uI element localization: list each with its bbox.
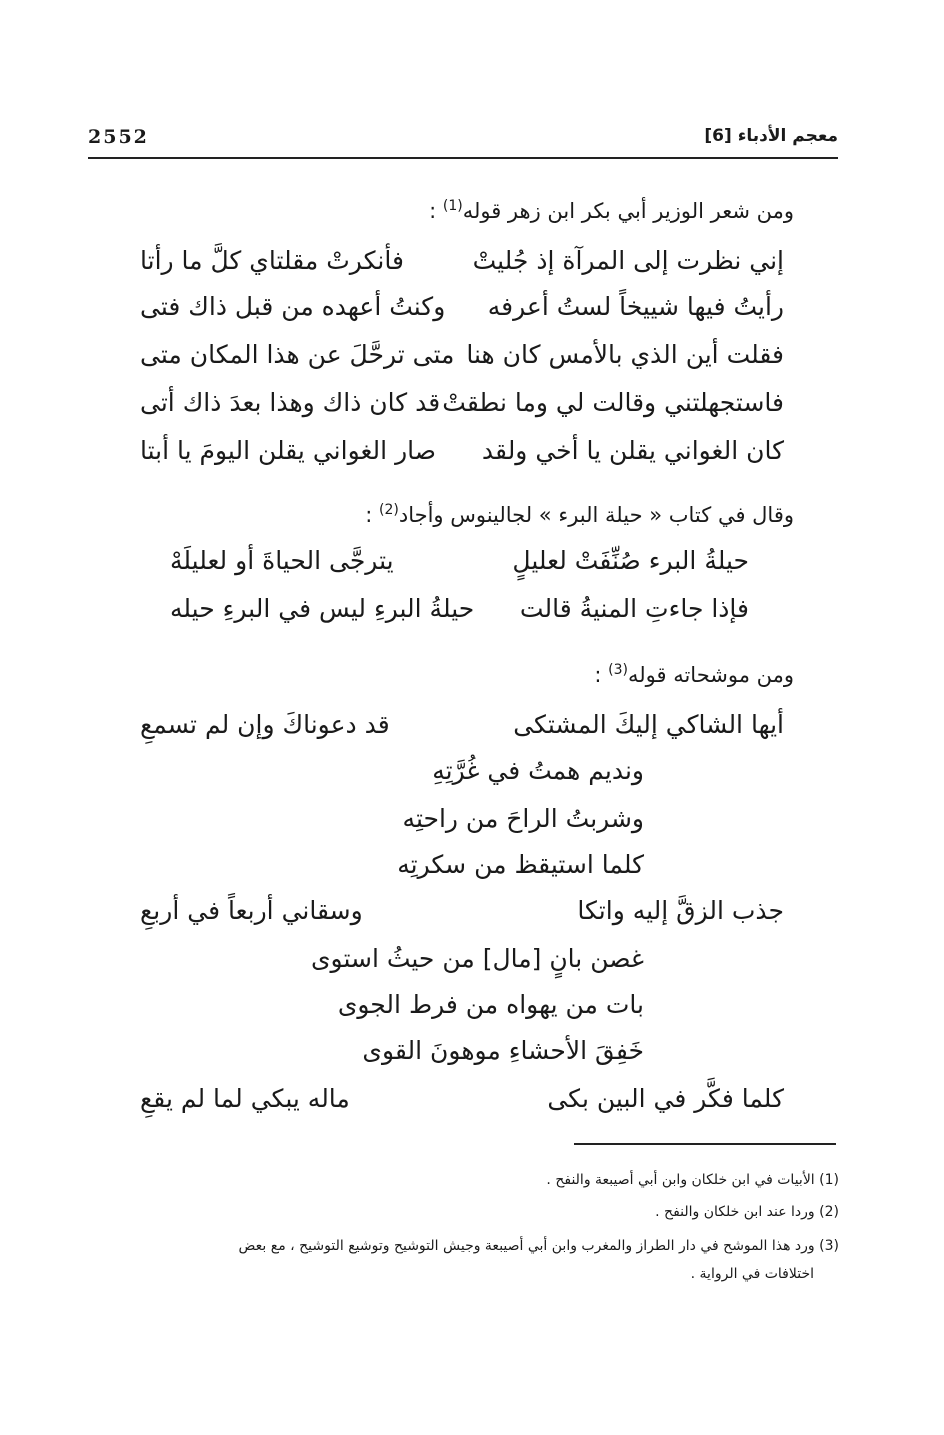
footnote-ref-1: (1): [442, 198, 463, 214]
poem1-verse-2-first: رأيتُ فيها شييخاً لستُ أعرفه: [487, 292, 784, 321]
poem2-verse-1-second: يترجَّى الحياةَ أو لعليلَهْ: [170, 546, 394, 575]
footnote-3: (3) ورد هذا الموشح في دار الطراز والمغرب وابن أبي أصيبعة وجيش التوشيح وتوشيع التوشيح ، مع بعض: [238, 1238, 839, 1254]
muwashshah-line-5-first: جذب الزقَّ إليه واتكا: [577, 896, 784, 925]
muwashshah-line-4: كلما استيقظ من سكرتِه: [397, 850, 644, 879]
muwashshah-line-9-second: ماله يبكي لما لم يقعِ: [140, 1084, 350, 1113]
intro-1-text: ومن شعر الوزير أبي بكر ابن زهر قوله: [462, 199, 794, 223]
muwashshah-line-1-second: قد دعوناكَ وإن لم تسمعِ: [140, 710, 390, 739]
footnote-ref-2: (2): [378, 502, 399, 518]
footnote-2: (2) وردا عند ابن خلكان والنفح .: [655, 1204, 839, 1220]
poem1-verse-5-first: كان الغواني يقلن يا أخي ولقد: [481, 436, 784, 465]
muwashshah-line-2: ونديم همتُ في غُرَّتِهِ: [432, 756, 644, 785]
muwashshah-line-8: خَفِقَ الأحشاءِ موهونَ القوى: [362, 1036, 644, 1065]
header-rule: [88, 157, 838, 159]
poem1-verse-4-first: فاستجهلتني وقالت لي وما نطقتْ: [442, 388, 784, 417]
poem1-verse-3-first: فقلت أين الذي بالأمس كان هنا: [466, 340, 784, 369]
poem1-verse-1-first: إني نظرت إلى المرآة إذ جُليتْ: [472, 246, 784, 275]
book-title: معجم الأدباء [6]: [704, 126, 838, 146]
intro-line-1: [429, 198, 794, 223]
intro-2-text: وقال في كتاب « حيلة البرء » لجالينوس وأجاد: [398, 503, 794, 527]
poem1-verse-3-second: متى ترحَّلَ عن هذا المكان متى: [140, 340, 455, 369]
poem1-verse-5-second: صار الغواني يقلن اليومَ يا أبتا: [140, 436, 436, 465]
footnote-ref-3: (3): [608, 662, 628, 678]
muwashshah-line-9-first: كلما فكَّر في البين بكى: [547, 1084, 784, 1113]
intro-line-2: [365, 502, 794, 527]
intro-1-tail: :: [429, 199, 443, 223]
poem2-verse-2-second: حيلةُ البرءِ ليس في البرءِ حيله: [170, 594, 475, 623]
muwashshah-line-1-first: أيها الشاكي إليكَ المشتكى: [513, 710, 784, 739]
footnote-1: (1) الأبيات في ابن خلكان وابن أبي أصيبعة والنفح .: [546, 1172, 839, 1188]
footnote-rule: [574, 1143, 836, 1145]
poem2-verse-2-first: فإذا جاءتِ المنيةُ قالت: [519, 594, 749, 623]
intro-line-3: [594, 662, 794, 687]
poem1-verse-4-second: قد كان ذاك وهذا بعدَ ذاك أتى: [140, 388, 441, 417]
muwashshah-line-7: بات من يهواه من فرط الجوى: [337, 990, 644, 1019]
poem1-verse-2-second: وكنتُ أعهده من قبل ذاك فتى: [140, 292, 446, 321]
intro-3-tail: :: [594, 663, 609, 687]
poem2-verse-1-first: حيلةُ البرء صُنِّفَتْ لعليلٍ: [512, 546, 749, 575]
muwashshah-line-3: وشربتُ الراحَ من راحتِه: [402, 804, 644, 833]
muwashshah-line-5-second: وسقاني أربعاً في أربعِ: [140, 896, 363, 925]
running-header: [88, 126, 838, 156]
intro-3-text: ومن موشحاته قوله: [627, 663, 794, 687]
page-number: 2552: [88, 126, 149, 148]
footnote-3-continuation: اختلافات في الرواية .: [690, 1266, 814, 1282]
intro-2-tail: :: [365, 503, 379, 527]
muwashshah-line-6: غصن بانٍ [مال] من حيثُ استوى: [310, 944, 644, 973]
poem1-verse-1-second: فأنكرتْ مقلتاي كلَّ ما رأتا: [140, 246, 404, 275]
